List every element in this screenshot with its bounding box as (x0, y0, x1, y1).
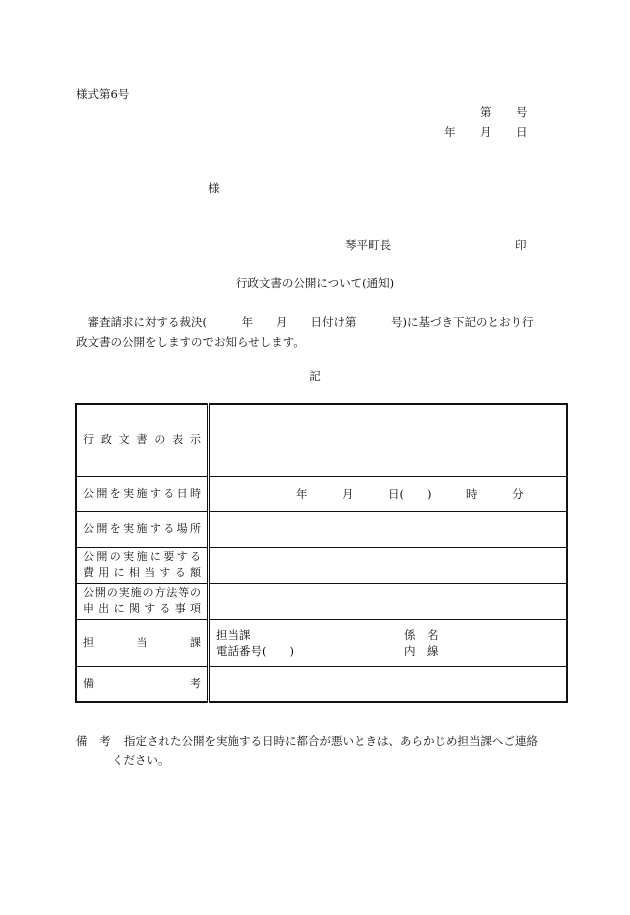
label-document-display: 行政文書の表示 (76, 404, 209, 476)
table-row (76, 547, 567, 583)
note-line-2: ください。 (112, 753, 170, 767)
date-day: 日 (516, 125, 528, 139)
label-datetime: 公開を実施する日時 (76, 476, 209, 511)
note-heading: 備 考 (76, 734, 111, 748)
label-method-line-2: 申出に関する事項 (83, 602, 201, 615)
seal-mark: 印 (515, 238, 527, 252)
label-method (76, 583, 209, 619)
table-row (76, 619, 567, 666)
doc-number-suffix: 号 (516, 105, 528, 119)
doc-number-prefix: 第 (480, 105, 492, 119)
label-cost (76, 547, 209, 583)
field-document-display[interactable] (209, 404, 568, 476)
dept-name-label: 担当課 (216, 627, 251, 642)
label-department: 担当課 (76, 619, 209, 666)
field-place[interactable] (209, 511, 568, 547)
document-title: 行政文書の公開について(通知) (235, 276, 395, 290)
field-department[interactable] (209, 619, 568, 666)
label-place: 公開を実施する場所 (76, 511, 209, 547)
table-row (76, 404, 567, 476)
table-row (76, 583, 567, 619)
table-row (76, 476, 567, 511)
field-method[interactable] (209, 583, 568, 619)
body-line-1: 審査請求に対する裁決( 年 月 日付け第 号)に基づき下記のとおり行 (76, 315, 534, 329)
ki-heading: 記 (309, 369, 321, 383)
table-row (76, 511, 567, 547)
note-line-1: 指定された公開を実施する日時に都合が悪いときは、あらかじめ担当課へご連絡 (124, 734, 538, 748)
body-paragraph (76, 312, 556, 352)
extension-label: 内 線 (404, 643, 439, 658)
label-cost-line-1: 公開の実施に要する (83, 550, 201, 563)
label-remarks: 備考 (76, 666, 209, 702)
field-remarks[interactable] (209, 666, 568, 702)
disclosure-form-table (75, 403, 568, 703)
table-row (76, 666, 567, 702)
date-year: 年 (444, 125, 456, 139)
staff-name-label: 係 名 (404, 627, 439, 642)
body-line-2: 政文書の公開をしますのでお知らせします。 (76, 335, 305, 349)
phone-label: 電話番号( ) (216, 643, 294, 658)
label-cost-line-2: 費用に相当する額 (83, 566, 201, 579)
label-method-line-1: 公開の実施の方法等の (83, 586, 201, 599)
sender-name: 琴平町長 (345, 238, 391, 252)
form-number: 様式第6号 (76, 87, 130, 101)
date-month: 月 (480, 125, 492, 139)
field-datetime[interactable]: 年 月 日( ) 時 分 (209, 476, 568, 511)
field-cost[interactable] (209, 547, 568, 583)
addressee-honorific: 様 (208, 181, 220, 195)
